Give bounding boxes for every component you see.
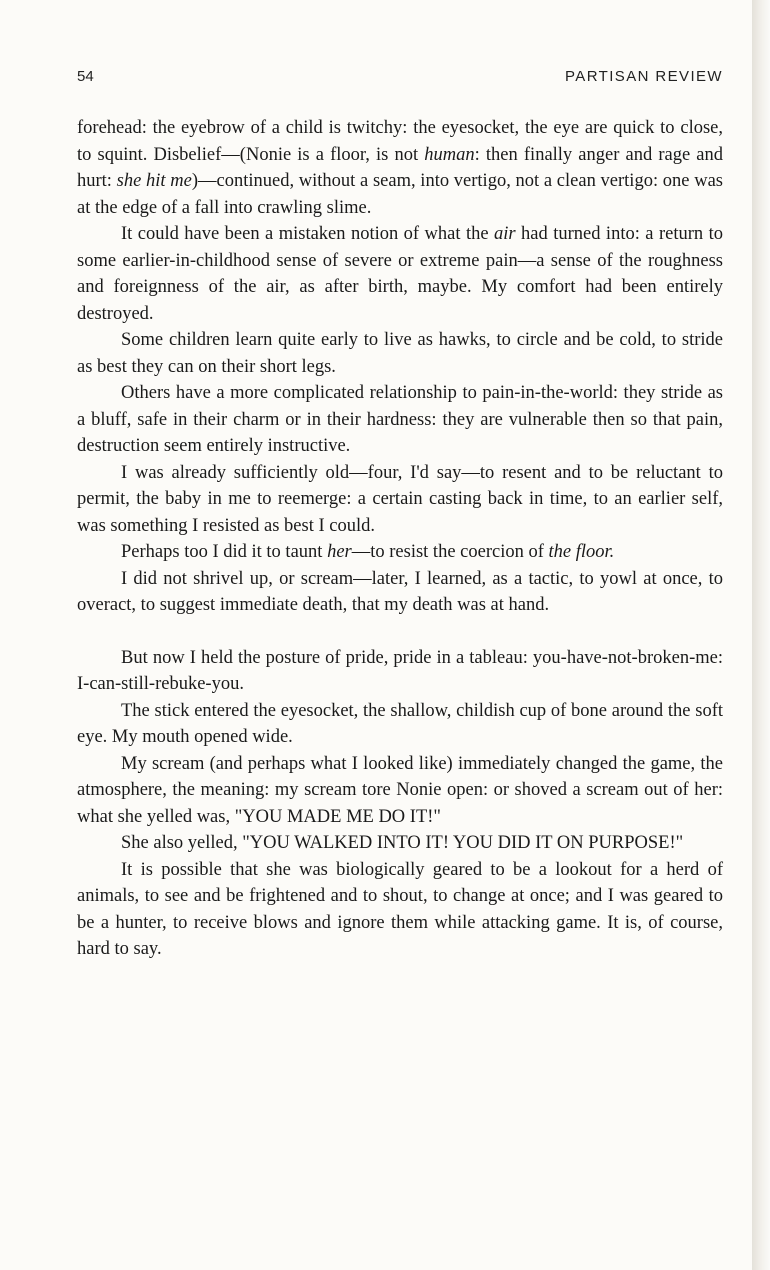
- paragraph: [77, 751, 723, 831]
- text-run: The stick entered the eyesocket, the shallow, childish cup of bone around the soft eye. My mouth opened wide.: [77, 700, 723, 747]
- text-run: Others have a more complicated relationship to pain-in-the-world: they stride as a bluff, safe in their charm or in their hardness: they are vulnerable then so that pain, destruction seem entirely instructive.: [77, 383, 723, 456]
- text-run: My scream (and perhaps what I looked like) immediately changed the game, the atmosphere, the meaning: my scream tore Nonie open: or shoved a scream out of her: what she yelled was, "YOU MADE ME DO IT!": [77, 753, 723, 827]
- italic-text: air: [494, 224, 516, 244]
- page-edge: [752, 0, 770, 1270]
- paragraph: [77, 698, 723, 751]
- text-run: It could have been a mistaken notion of what the: [121, 224, 495, 244]
- text-run: Perhaps too I did it to taunt: [121, 542, 328, 562]
- body-text: [77, 115, 723, 963]
- text-run: She also yelled, "YOU WALKED INTO IT! YOU DID IT ON PURPOSE!": [121, 833, 684, 853]
- paragraph: [77, 460, 723, 540]
- text-run: : then finally anger and rage and hurt:: [77, 144, 724, 191]
- paragraph: [77, 857, 723, 963]
- page-number: 54: [77, 68, 94, 85]
- paragraph: [77, 830, 723, 857]
- text-run: I was already sufficiently old—four, I'd say—to resent and to be reluctant to permit, the baby in me to reemerge: a certain casting back in time, to an earlier self, was something I resisted as best I could.: [77, 462, 723, 536]
- italic-text: human: [424, 144, 475, 165]
- paragraph: [77, 566, 723, 619]
- paragraph: [77, 645, 723, 698]
- italic-text: she hit me: [116, 171, 192, 191]
- text-run: )—continued, without a seam, into vertigo, not a clean vertigo: one was at the edge of a fall into crawling slime.: [77, 171, 723, 218]
- text-run: —to resist the coercion of: [351, 542, 549, 562]
- italic-text: the floor.: [548, 542, 615, 562]
- italic-text: her: [327, 542, 352, 562]
- text-run: had turned into: a return to some earlier-in-childhood sense of severe or extreme pain—a sense of the roughness and foreignness of the air, as after birth, maybe. My comfort had been entirely destroyed.: [77, 224, 723, 324]
- text-run: But now I held the posture of pride, pride in a tableau: you-have-not-broken-me: I-can-still-rebuke-you.: [77, 647, 723, 694]
- paragraph: [77, 539, 723, 566]
- page-header: [77, 68, 723, 90]
- text-run: It is possible that she was biologically geared to be a lookout for a herd of animals, to see and be frightened and to shout, to change at once; and I was geared to be a hunter, to receive blows and ignore them while attacking game. It is, of course, hard to say.: [77, 859, 723, 959]
- running-head: PARTISAN REVIEW: [565, 68, 723, 85]
- text-run: forehead: the eyebrow of a child is twitchy: the eyesocket, the eye are quick to close, to squint. Disbelief—(Nonie is a floor, is not: [77, 118, 723, 165]
- text-run: Some children learn quite early to live as hawks, to circle and be cold, to stride as best they can on their short legs.: [77, 330, 723, 377]
- paragraph: [77, 380, 723, 460]
- text-run: I did not shrivel up, or scream—later, I learned, as a tactic, to yowl at once, to overact, to suggest immediate death, that my death was at hand.: [77, 568, 723, 615]
- paragraph: [77, 115, 723, 221]
- paragraph: [77, 221, 723, 327]
- paragraph: [77, 327, 723, 380]
